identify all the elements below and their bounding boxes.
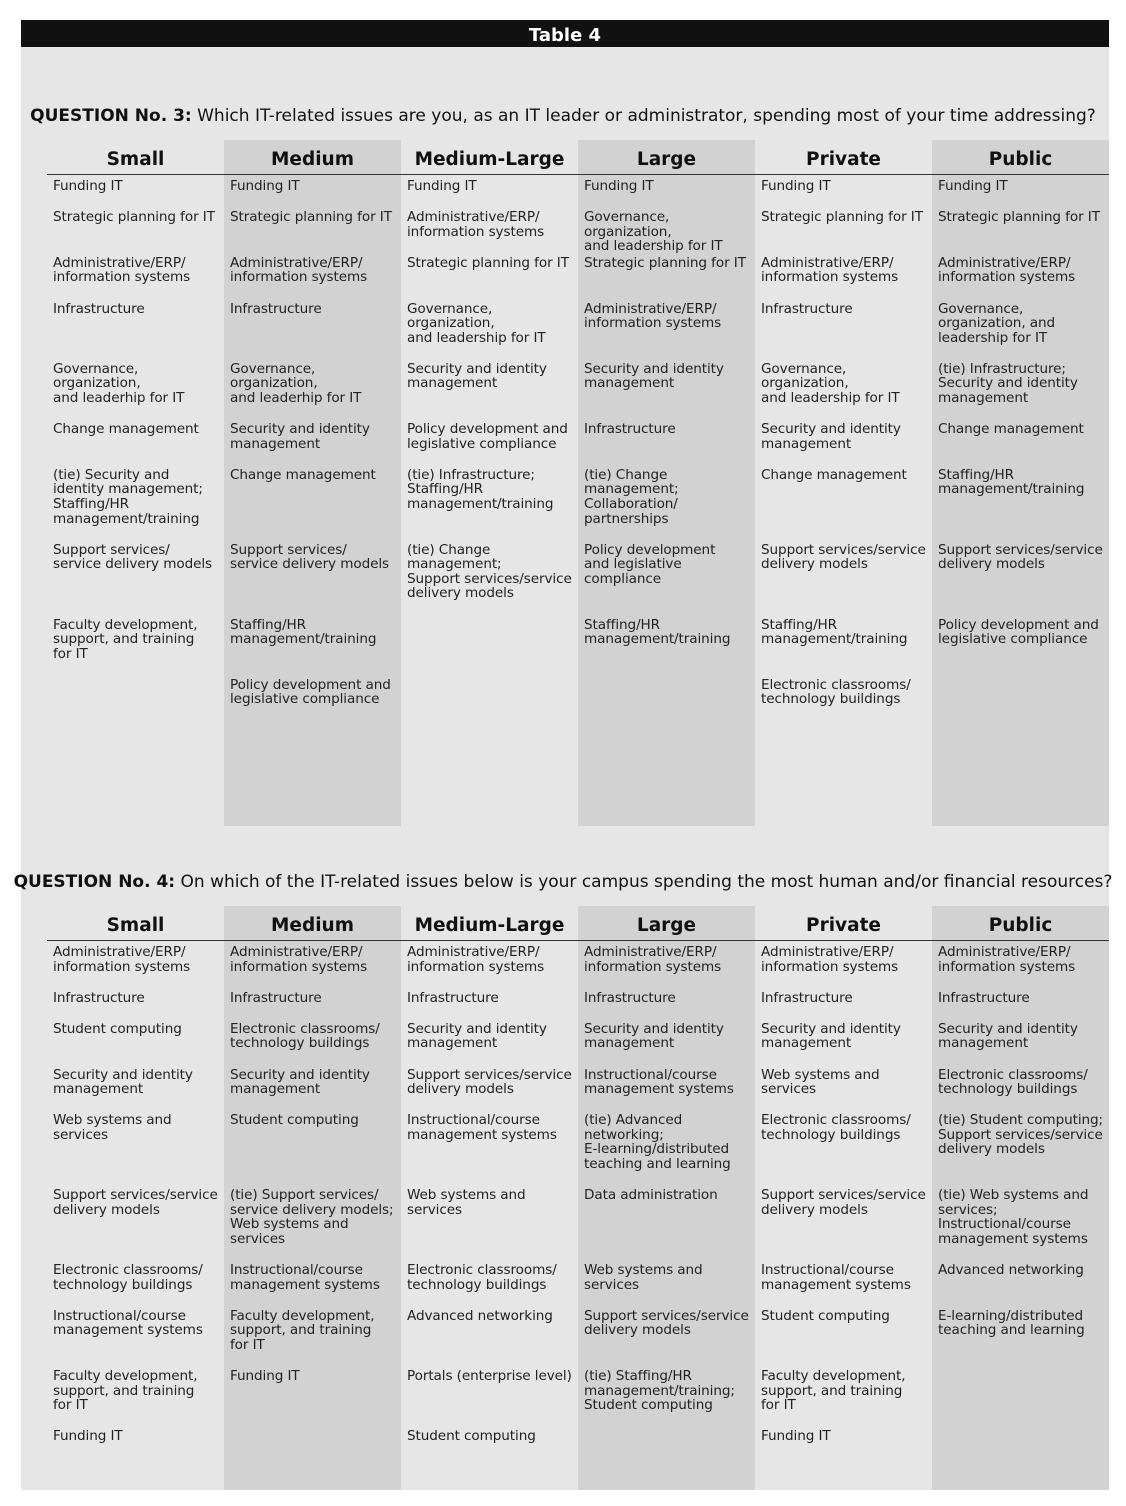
- table-cell: Staffing/HR management/training: [230, 616, 377, 648]
- table-cell: Electronic classrooms/ technology buildings: [230, 1020, 380, 1052]
- table-cell: Electronic classrooms/ technology buildings: [761, 1112, 911, 1143]
- table-cell: Student computing: [761, 1307, 890, 1324]
- table-cell: Administrative/ERP/ information systems: [584, 300, 722, 332]
- table-cell: Security and identity management: [230, 1066, 370, 1098]
- column-header-public: Public: [988, 149, 1053, 170]
- table-cell: Infrastructure: [938, 989, 1030, 1006]
- table-cell: Strategic planning for IT: [938, 209, 1100, 226]
- table-cell: Administrative/ERP/ information systems: [53, 944, 191, 975]
- table-cell: Strategic planning for IT: [53, 209, 215, 226]
- question-4-text: On which of the IT-related issues below is your campus spending the most human and/or financial resources?: [180, 872, 1113, 892]
- column-header-medium-large: Medium-Large: [414, 915, 565, 936]
- table-cell: Administrative/ERP/ information systems: [230, 254, 368, 286]
- table-cell: Data administration: [584, 1187, 718, 1204]
- table-cell: Infrastructure: [230, 300, 322, 317]
- table-cell: Instructional/course management systems: [407, 1112, 557, 1143]
- table-cell: Change management: [230, 466, 376, 483]
- table-title: Table 4: [21, 20, 1109, 47]
- table-cell: Web systems and services: [584, 1262, 703, 1293]
- table-cell: Policy development and legislative compliance: [584, 541, 716, 587]
- column-header-public: Public: [988, 915, 1053, 936]
- table-cell: (tie) Infrastructure; Staffing/HR management/training: [407, 466, 554, 512]
- table-cell: Strategic planning for IT: [761, 209, 923, 226]
- table-cell: Advanced networking: [407, 1307, 553, 1324]
- table-cell: Support services/service delivery models: [761, 541, 926, 573]
- table-cell: (tie) Student computing; Support services/service delivery models: [938, 1112, 1104, 1158]
- table-cell: (tie) Staffing/HR management/training; Student computing: [584, 1368, 735, 1414]
- table-cell: Administrative/ERP/ information systems: [407, 209, 545, 240]
- table-cell: Administrative/ERP/ information systems: [584, 944, 722, 975]
- table-cell: Funding IT: [407, 178, 477, 194]
- table-cell: Security and identity management: [584, 360, 724, 392]
- table-cell: Instructional/course management systems: [584, 1066, 734, 1098]
- table-cell: Administrative/ERP/ information systems: [761, 254, 899, 286]
- table-cell: Infrastructure: [584, 421, 676, 438]
- table-cell: (tie) Change management; Support services/service delivery models: [407, 541, 572, 602]
- table-cell: Infrastructure: [53, 300, 145, 317]
- table-cell: Strategic planning for IT: [407, 254, 569, 271]
- table-cell: Electronic classrooms/ technology buildings: [938, 1066, 1088, 1098]
- table-cell: Support services/service delivery models: [53, 1187, 218, 1218]
- table-cell: Policy development and legislative compliance: [407, 421, 568, 452]
- table-cell: Web systems and services: [407, 1187, 526, 1218]
- table-cell: Funding IT: [584, 178, 654, 194]
- table-cell: Instructional/course management systems: [761, 1262, 911, 1293]
- question-4-label: QUESTION No. 4:: [13, 872, 176, 892]
- table-cell: Faculty development, support, and training for IT: [761, 1368, 906, 1414]
- table-cell: Security and identity management: [407, 1020, 547, 1052]
- table-cell: Support services/ service delivery models: [230, 541, 390, 573]
- table-cell: Governance, organization, and leaderhip for IT: [53, 360, 185, 406]
- table-cell: (tie) Web systems and services; Instructional/course management systems: [938, 1187, 1089, 1247]
- table-cell: Administrative/ERP/ information systems: [761, 944, 899, 975]
- table-cell: Funding IT: [761, 178, 831, 194]
- table-cell: Governance, organization, and leadership for IT: [938, 300, 1056, 346]
- column-shade-medium: [224, 140, 401, 826]
- table-cell: (tie) Support services/ service delivery models; Web systems and services: [230, 1187, 394, 1247]
- column-header-medium: Medium: [271, 915, 354, 936]
- table-cell: Instructional/course management systems: [53, 1307, 203, 1339]
- table-cell: Strategic planning for IT: [230, 209, 392, 226]
- table-cell: Faculty development, support, and training for IT: [230, 1307, 375, 1353]
- table-cell: Security and identity management: [230, 421, 370, 452]
- question-4-heading: [0, 872, 1126, 892]
- table-cell: (tie) Infrastructure; Security and identity management: [938, 360, 1078, 406]
- table-cell: Student computing: [407, 1428, 536, 1445]
- table-cell: Student computing: [230, 1112, 359, 1129]
- table-cell: Infrastructure: [761, 989, 853, 1006]
- table-cell: Electronic classrooms/ technology buildings: [53, 1262, 203, 1293]
- table-cell: Security and identity management: [761, 421, 901, 452]
- table-cell: Support services/ service delivery models: [53, 541, 213, 573]
- column-header-private: Private: [806, 915, 881, 936]
- table-cell: Infrastructure: [584, 989, 676, 1006]
- table-cell: Support services/service delivery models: [407, 1066, 572, 1098]
- table-cell: Funding IT: [230, 178, 300, 194]
- table-cell: Strategic planning for IT: [584, 254, 746, 271]
- table-cell: Funding IT: [53, 1428, 123, 1445]
- column-header-small: Small: [106, 149, 165, 170]
- table-cell: Security and identity management: [407, 360, 547, 392]
- table-cell: E-learning/distributed teaching and learning: [938, 1307, 1085, 1339]
- column-header-private: Private: [806, 149, 881, 170]
- table-cell: Student computing: [53, 1020, 182, 1037]
- table-cell: Security and identity management: [938, 1020, 1078, 1052]
- table-cell: Faculty development, support, and training for IT: [53, 616, 198, 662]
- column-header-small: Small: [106, 915, 165, 936]
- table-cell: Portals (enterprise level): [407, 1368, 572, 1384]
- table-cell: Funding IT: [938, 178, 1008, 194]
- column-header-medium: Medium: [271, 149, 354, 170]
- question-3-label: QUESTION No. 3:: [30, 106, 192, 126]
- table-cell: Security and identity management: [761, 1020, 901, 1052]
- table-cell: Faculty development, support, and training for IT: [53, 1368, 198, 1414]
- question-3-table: [47, 140, 1109, 826]
- table-cell: Electronic classrooms/ technology buildings: [407, 1262, 557, 1293]
- table-cell: (tie) Change management; Collaboration/ partnerships: [584, 466, 679, 527]
- table-cell: (tie) Advanced networking; E-learning/distributed teaching and learning: [584, 1112, 731, 1172]
- table-cell: Staffing/HR management/training: [938, 466, 1085, 498]
- table-cell: Web systems and services: [53, 1112, 172, 1143]
- table-cell: Change management: [938, 421, 1084, 438]
- table-cell: Administrative/ERP/ information systems: [407, 944, 545, 975]
- table-cell: Governance, organization, and leadership for IT: [407, 300, 546, 346]
- table-cell: Support services/service delivery models: [938, 541, 1103, 573]
- table-cell: Instructional/course management systems: [230, 1262, 380, 1293]
- table-cell: Funding IT: [230, 1368, 300, 1384]
- table-cell: Governance, organization, and leaderhip for IT: [230, 360, 362, 406]
- table-cell: Infrastructure: [53, 989, 145, 1006]
- table-cell: Support services/service delivery models: [584, 1307, 749, 1339]
- column-header-large: Large: [636, 149, 697, 170]
- table-cell: Change management: [53, 421, 199, 438]
- table-cell: Administrative/ERP/ information systems: [938, 944, 1076, 975]
- table-cell: Staffing/HR management/training: [584, 616, 731, 648]
- question-3-heading: [0, 106, 1126, 126]
- table-cell: (tie) Security and identity management; Staffing/HR management/training: [53, 466, 203, 527]
- table-cell: Infrastructure: [407, 989, 499, 1006]
- table-cell: Infrastructure: [761, 300, 853, 317]
- table-cell: Administrative/ERP/ information systems: [53, 254, 191, 286]
- table-cell: Governance, organization, and leadership for IT: [584, 209, 723, 255]
- question-3-text: Which IT-related issues are you, as an IT leader or administrator, spending most of your time addressing?: [197, 106, 1096, 126]
- table-cell: Policy development and legislative compliance: [938, 616, 1099, 648]
- table-cell: Governance, organization, and leadership for IT: [761, 360, 900, 406]
- table-cell: Security and identity management: [53, 1066, 193, 1098]
- column-header-medium-large: Medium-Large: [414, 149, 565, 170]
- table-cell: Staffing/HR management/training: [761, 616, 908, 648]
- table-cell: Advanced networking: [938, 1262, 1084, 1278]
- question-4-table: [47, 906, 1109, 1490]
- table-cell: Administrative/ERP/ information systems: [230, 944, 368, 975]
- table-cell: Funding IT: [761, 1428, 831, 1445]
- table-cell: Infrastructure: [230, 989, 322, 1006]
- table-cell: Change management: [761, 466, 907, 483]
- column-header-large: Large: [636, 915, 697, 936]
- table-cell: Funding IT: [53, 178, 123, 194]
- table-cell: Web systems and services: [761, 1066, 880, 1098]
- table-cell: Electronic classrooms/ technology buildings: [761, 676, 911, 708]
- table-cell: Administrative/ERP/ information systems: [938, 254, 1076, 286]
- table-cell: Security and identity management: [584, 1020, 724, 1052]
- table-cell: Support services/service delivery models: [761, 1187, 926, 1218]
- table-cell: Policy development and legislative compliance: [230, 676, 391, 708]
